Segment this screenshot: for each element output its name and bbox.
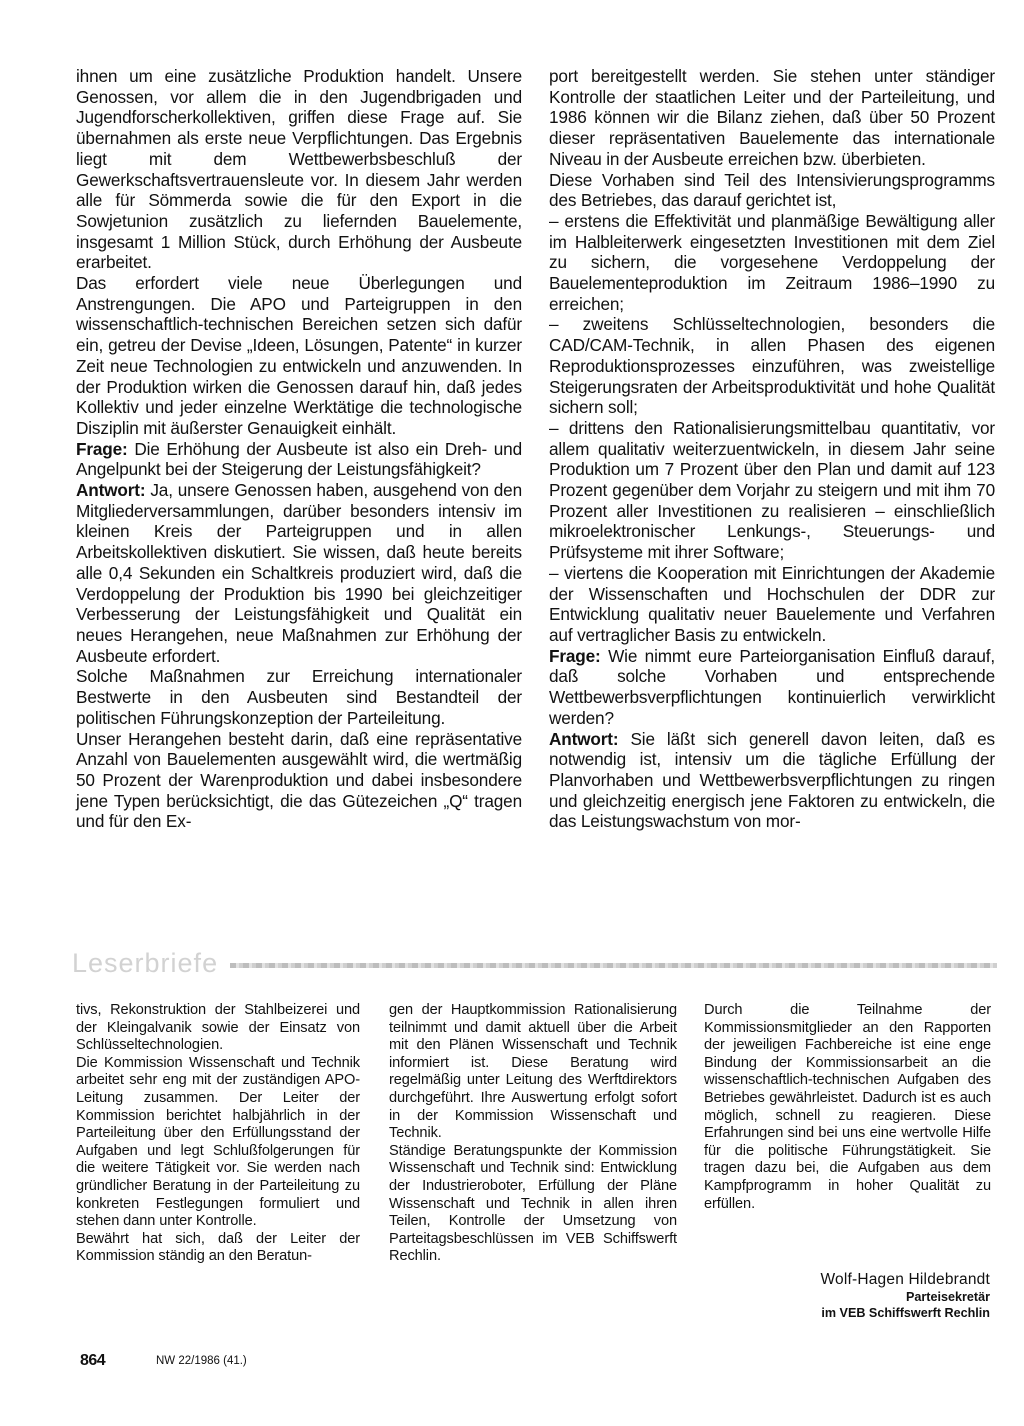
- question-label: Frage:: [76, 438, 128, 459]
- paragraph: [549, 211, 995, 315]
- question-label: Antwort:: [76, 480, 146, 501]
- page-number: 864: [80, 1352, 106, 1369]
- paragraph: [549, 66, 995, 170]
- paragraph: [76, 1231, 360, 1266]
- letter-column-1: [76, 1002, 360, 1266]
- paragraph: [549, 563, 995, 646]
- paragraph: [389, 1002, 677, 1143]
- paragraph-text: Wie nimmt eure Parteiorganisation Einfluß darauf, daß solche Vorhaben und entsprechende Wettbewerbsverpflichtungen kontinuierlich verwirklicht werden?: [549, 645, 995, 728]
- paragraph-text: Sie läßt sich generell davon leiten, daß es notwendig ist, intensiv um die tägliche Erfüllung der Planvorhaben und Wettbewerbsverpflichtungen zu ringen und gleichzeitig energisch jene Faktoren zu entwickeln, die das Leistungswachstum von mor-: [549, 728, 995, 832]
- paragraph: [549, 314, 995, 418]
- paragraph: [704, 1002, 991, 1213]
- paragraph: [549, 418, 995, 563]
- question-label: Antwort:: [549, 728, 619, 749]
- section-header: [72, 946, 997, 980]
- paragraph: [76, 1002, 360, 1055]
- paragraph-text: Durch die Teilnahme der Kommissionsmitglieder an den Rapporten der jeweiligen Fachbereiche ist eine enge Bindung der Kommissionsarbeit an die wissenschaftlich-technischen Aufgaben des Betriebes gewährleistet. Dadurch ist es auch möglich, schnell zu reagieren. Diese Erfahrungen sind bei uns eine wertvolle Hilfe für die politische Führungstätigkeit. Sie tragen dazu bei, die Aufgaben aus dem Kampfprogramm in hoher Qualität zu erfüllen.: [704, 1002, 991, 1212]
- paragraph: [76, 1055, 360, 1231]
- author-role: Parteisekretär: [905, 1290, 990, 1304]
- author-organization: im VEB Schiffswerft Rechlin: [821, 1305, 990, 1320]
- letter-signature: [820, 1270, 990, 1321]
- paragraph: [389, 1143, 677, 1266]
- paragraph: [549, 646, 995, 729]
- author-name: Wolf-Hagen Hildebrandt: [820, 1271, 990, 1288]
- paragraph-text: tivs, Rekonstruktion der Stahlbeizerei und der Kleingalvanik sowie der Einsatz von Schlüsseltechnologien.: [76, 1002, 360, 1054]
- paragraph-text: – viertens die Kooperation mit Einrichtungen der Akademie der Wissenschaften und Hochschulen der DDR zur Entwicklung qualitativ neuer Bauelemente und Verfahren auf vertraglicher Basis zu entwickeln.: [549, 562, 995, 645]
- issue-reference: NW 22/1986 (41.): [156, 1355, 247, 1367]
- paragraph: [76, 480, 522, 666]
- paragraph: [76, 729, 522, 833]
- paragraph-text: Ja, unsere Genossen haben, ausgehend von den Mitgliederversammlungen, darüber besonders intensiv im kleinen Kreis der Parteigruppen und in allen Arbeitskollektiven diskutiert. Sie wissen, daß heute bereits alle 0,4 Sekunden ein Schaltkreis produziert wird, daß die Verdoppelung der Produktion bis 1990 bei gleichzeitiger Verbesserung der Leistungsfähigkeit und Qualität ein neues Herangehen, neue Maßnahmen zur Erhöhung der Ausbeute erfordert.: [76, 480, 522, 666]
- section-divider: [230, 963, 997, 968]
- paragraph-text: gen der Hauptkommission Rationalisierung teilnimmt und damit aktuell über die Arbeit mit den Plänen Wissenschaft und Technik informiert ist. Diese Beratung wird regelmäßig unter Leitung des Werftdirektors durchgeführt. Ihre Auswertung erfolgt sofort in der Kommission Wissenschaft und Technik.: [389, 1002, 677, 1142]
- article-column-right: [549, 66, 995, 832]
- paragraph: [76, 666, 522, 728]
- paragraph: [549, 729, 995, 833]
- letter-column-2: [389, 1002, 677, 1266]
- paragraph-text: Die Kommission Wissenschaft und Technik arbeitet sehr eng mit der zuständigen APO-Leitung zusammen. Der Leiter der Kommission berichtet halbjährlich in der Parteileitung über den Erfüllungsstand der Aufgaben und legt Schlußfolgerungen für die weitere Tätigkeit vor. Sie werden nach gründlicher Beratung in der Parteileitung zu konkreten Festlegungen formuliert und stehen dann unter Kontrolle.: [76, 1054, 360, 1230]
- paragraph-text: Diese Vorhaben sind Teil des Intensivierungsprogramms des Betriebes, das darauf gerichtet ist,: [549, 169, 995, 211]
- question-label: Frage:: [549, 645, 601, 666]
- paragraph-text: Die Erhöhung der Ausbeute ist also ein Dreh- und Angelpunkt bei der Steigerung der Leistungsfähigkeit?: [76, 438, 522, 480]
- letter-column-3: [704, 1002, 991, 1213]
- paragraph-text: Das erfordert viele neue Überlegungen und Anstrengungen. Die APO und Parteigruppen in den wissenschaftlich-technischen Bereichen setzen sich dafür ein, getreu der Devise „Ideen, Lösungen, Patente“ in kurzer Zeit neue Technologien zu entwickeln und anzuwenden. In der Produktion wirken die Genossen darauf hin, daß jedes Kollektiv und jeder einzelne Werktätige die technologische Disziplin mit äußerster Genauigkeit einhält.: [76, 273, 522, 438]
- paragraph-text: – erstens die Effektivität und planmäßige Bewältigung aller im Halbleiterwerk eingesetzten Investitionen mit dem Ziel zu sichern, die vorgesehene Verdoppelung der Bauelementeproduktion im Zeitraum 1986–1990 zu erreichen;: [549, 210, 995, 314]
- paragraph-text: – zweitens Schlüsseltechnologien, besonders die CAD/CAM-Technik, in allen Phasen des eigenen Reproduktionsprozesses einzuführen, was zweistellige Steigerungsraten der Arbeitsproduktivität und hohe Qualität sichern soll;: [549, 314, 995, 418]
- paragraph-text: Bewährt hat sich, daß der Leiter der Kommission ständig an den Beratun-: [76, 1230, 360, 1265]
- paragraph-text: Ständige Beratungspunkte der Kommission Wissenschaft und Technik sind: Entwicklung der Industrieroboter, Erfüllung der Pläne Wissenschaft und Technik in allen ihren Teilen, Kontrolle der Umsetzung von Parteitagsbeschlüssen im VEB Schiffswerft Rechlin.: [389, 1142, 677, 1265]
- paragraph: [76, 66, 522, 273]
- paragraph-text: ihnen um eine zusätzliche Produktion handelt. Unsere Genossen, vor allem die in den Jugendbrigaden und Jugendforscherkollektiven, griffen diese Frage auf. Sie übernahmen als erste neue Verpflichtungen. Das Ergebnis liegt mit dem Wettbewerbsbeschluß der Gewerkschaftsvertrauensleute vor. In diesem Jahr werden alle für Sömmerda sowie die für den Export in die Sowjetunion zusätzlich zu liefernden Bauelemente, insgesamt 1 Million Stück, durch Erhöhung der Ausbeute erarbeitet.: [76, 66, 522, 273]
- paragraph-text: port bereitgestellt werden. Sie stehen unter ständiger Kontrolle der staatlichen Leiter und der Parteileitung, und 1986 können wir die Bilanz ziehen, daß über 50 Prozent dieser repräsentativen Bauelemente das internationale Niveau in der Ausbeute erreichen bzw. überbieten.: [549, 66, 995, 169]
- paragraph: [549, 170, 995, 211]
- paragraph-text: Unser Herangehen besteht darin, daß eine repräsentative Anzahl von Bauelementen ausgewählt wird, die wertmäßig 50 Prozent der Warenproduktion und dabei insbesondere jene Typen berücksichtigt, die das Gütezeichen „Q“ tragen und für den Ex-: [76, 728, 522, 832]
- paragraph: [76, 439, 522, 480]
- paragraph-text: Solche Maßnahmen zur Erreichung internationaler Bestwerte in den Ausbeuten sind Bestandteil der politischen Führungskonzeption der Parteileitung.: [76, 666, 522, 728]
- section-title: Leserbriefe: [72, 948, 219, 978]
- article-column-left: [76, 66, 522, 832]
- paragraph-text: – drittens den Rationalisierungsmittelbau quantitativ, vor allem qualitativ weiterzuentwickeln, in diesem Jahr seine Produktion um 7 Prozent über den Plan und damit auf 123 Prozent gegenüber dem Vorjahr zu steigern und mit ihm 70 Prozent aller Investitionen zu realisieren – einschließlich mikroelektronischer Lenkungs-, Steuerungs- und Prüfsysteme mit ihrer Software;: [549, 417, 995, 563]
- paragraph: [76, 273, 522, 439]
